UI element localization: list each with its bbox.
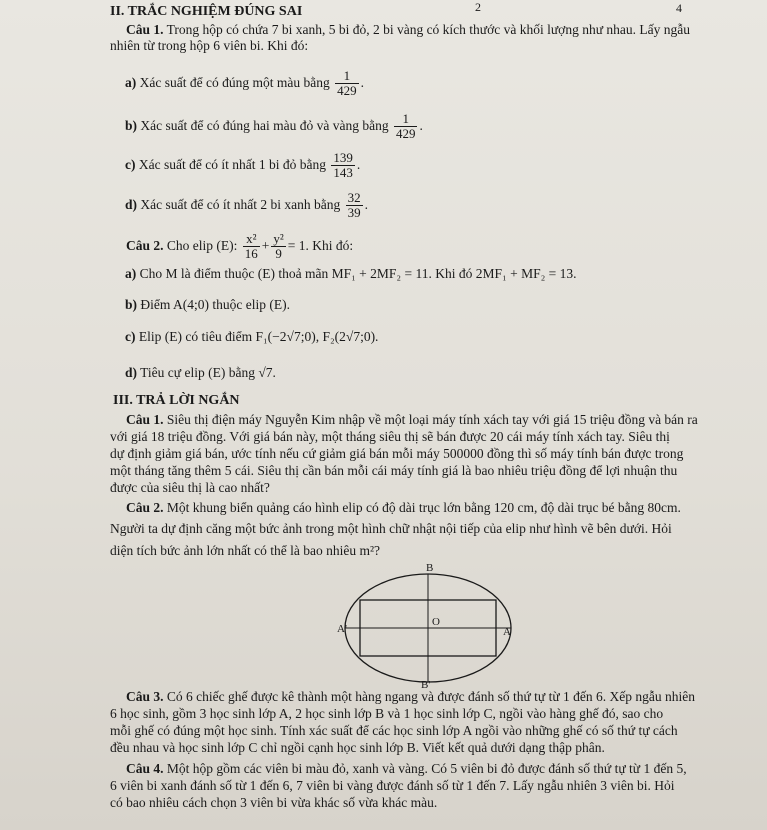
page-mark-right: 4	[676, 1, 682, 15]
label-B-prime: B'	[421, 679, 431, 690]
q1-option-b: b) Xác suất để có đúng hai màu đỏ và vàng bằng $\frac{1}{429}$ .	[125, 111, 423, 142]
q1-option-a: a) Xác suất để có đúng một màu bằng $\frac{1}{429}$ .	[125, 68, 364, 99]
fraction: $\frac{139}{143}$	[333, 150, 353, 181]
q1-line1	[126, 22, 690, 38]
fraction-x: $\frac{\text{x²}}{16}$	[244, 231, 258, 262]
label-B: B	[426, 562, 434, 574]
s3-q1-line2: với giá 18 triệu đồng. Với giá bán này, một tháng siêu thị sẽ bán được 20 cái máy tính xách tay. Siêu thị	[110, 429, 670, 444]
s3-q1-line5: được của siêu thị là cao nhất?	[110, 480, 270, 495]
label-A: A	[503, 626, 511, 638]
section-2-title: II. TRẮC NGHIỆM ĐÚNG SAI	[110, 4, 303, 19]
fraction: $\frac{1}{429}$	[395, 111, 416, 142]
s3-q3-line4: đều nhau và học sinh lớp C chỉ ngồi cạnh học sinh lớp B. Viết kết quả dưới dạng thập phân.	[110, 740, 605, 755]
q2-option-d: d) Tiêu cự elip (E) bằng √7.	[125, 365, 276, 380]
s3-q2-line3: diện tích bức ảnh lớn nhất có thể là bao nhiêu m²?	[110, 543, 381, 558]
s3-q1-line3: dự định giảm giá bán, ước tính nếu cứ giảm giá bán mỗi máy 500000 đồng thì số máy tính bán được trong	[110, 446, 684, 461]
fraction: $\frac{32}{39}$	[347, 190, 361, 221]
ellipse-figure	[335, 560, 525, 690]
label-O: O	[432, 616, 440, 628]
s3-q3-line1: Câu 3. Có 6 chiếc ghế được kê thành một hàng ngang và được đánh số thứ tự từ 1 đến 6. Xếp ngẫu nhiên	[126, 689, 696, 704]
section-3-title: III. TRẢ LỜI NGẮN	[113, 393, 240, 408]
s3-q2-line1: Câu 2. Một khung biển quảng cáo hình elip có độ dài trục lớn bằng 120 cm, độ dài trục bé bằng 80cm.	[126, 500, 681, 515]
page-mark-left: 2	[475, 0, 481, 14]
q2-option-b: b) Điểm A(4;0) thuộc elip (E).	[125, 297, 290, 312]
q1-label: Câu 1.	[126, 22, 164, 37]
s3-q2-line2: Người ta dự định căng một bức ảnh trong một hình chữ nhật nội tiếp của elip như hình vẽ bên dưới. Hỏi	[110, 521, 672, 536]
q2-stem: Câu 2. Cho elip (E): $\frac{\text{x²}}{16}$ + $\frac{\text{y²}}{9}$ = 1. Khi đó:	[126, 231, 354, 262]
s3-q4-line1: Câu 4. Một hộp gồm các viên bi màu đỏ, xanh và vàng. Có 5 viên bi đỏ được đánh số thứ tự từ 1 đến 5,	[126, 761, 687, 776]
q2-option-a: a) Cho M là điểm thuộc (E) thoả mãn MF₁ + 2MF₂ = 11. Khi đó 2MF₁ + MF₂ = 13.	[125, 266, 577, 281]
fraction-y: $\frac{\text{y²}}{9}$	[273, 231, 284, 262]
s3-q3-line2: 6 học sinh, gồm 3 học sinh lớp A, 2 học sinh lớp B và 1 học sinh lớp C, ngồi vào hàng ghế đó, sao cho	[110, 706, 664, 721]
label-A-prime: A'	[337, 623, 347, 635]
s3-q1-line4: một tháng tăng thêm 5 cái. Siêu thị cần bán mỗi cái máy tính giá là bao nhiêu triệu đồng để lợi nhuận thu	[110, 463, 678, 478]
q1-option-c: c) Xác suất để có ít nhất 1 bi đỏ bằng $\frac{139}{143}$ .	[125, 150, 361, 181]
s3-q4-line2: 6 viên bi xanh đánh số từ 1 đến 6, 7 viên bi vàng được đánh số từ 1 đến 7. Lấy ngẫu nhiên 3 viên bi. Hỏi	[110, 778, 675, 793]
q1-text-1: Trong hộp có chứa 7 bi xanh, 5 bi đỏ, 2 bi vàng có kích thước và khối lượng như nhau. Lấy ngẫu	[163, 22, 690, 37]
s3-q4-line3: có bao nhiêu cách chọn 3 viên bi vừa khác số vừa khác màu.	[110, 795, 438, 810]
q2-option-c: c) Elip (E) có tiêu điểm F₁(−2√7;0), F₂(2√7;0).	[125, 329, 379, 344]
s3-q1-line1: Câu 1. Siêu thị điện máy Nguyễn Kim nhập về một loại máy tính xách tay với giá 15 triệu đồng và bán ra	[126, 412, 698, 427]
q1-line2: nhiên từ trong hộp 6 viên bi. Khi đó:	[110, 38, 309, 53]
fraction: $\frac{1}{429}$	[337, 68, 357, 99]
s3-q3-line3: mỗi ghế có đúng một học sinh. Tính xác suất để các học sinh lớp A ngồi vào những ghế có số thứ tự cách	[110, 723, 678, 738]
q1-option-d: d) Xác suất để có ít nhất 2 bi xanh bằng $\frac{32}{39}$ .	[125, 190, 368, 221]
